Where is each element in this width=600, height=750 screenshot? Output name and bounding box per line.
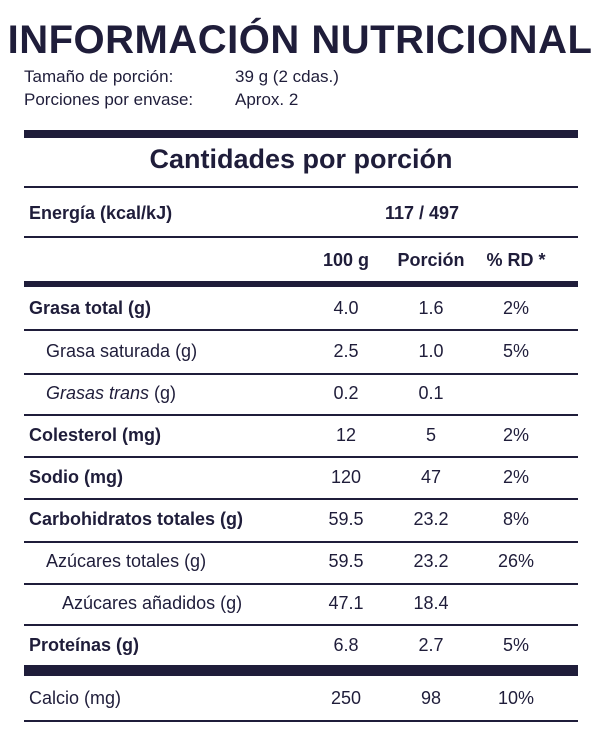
value-per-portion: 47	[420, 467, 442, 487]
nutrient-name: Grasa total (g)	[29, 298, 152, 318]
value-per-portion: 1.0	[418, 341, 444, 361]
table-row	[24, 583, 578, 623]
nutrient-name: Colesterol (mg)	[29, 425, 162, 445]
table-row	[24, 373, 578, 413]
table-row	[24, 457, 578, 497]
value-rd: 10%	[497, 688, 535, 708]
value-per-100g: 0.2	[333, 383, 359, 403]
serving-size-label: Tamaño de porción:	[24, 67, 174, 86]
value-rd: 5%	[502, 635, 529, 655]
nutrient-name: Proteínas (g)	[29, 635, 140, 655]
value-per-portion: 18.4	[413, 593, 449, 613]
value-per-portion: 98	[420, 688, 442, 708]
servings-per-container	[24, 90, 299, 110]
nutrient-name: Carbohidratos totales (g)	[29, 509, 244, 529]
divider	[24, 236, 578, 238]
nutrient-name	[46, 373, 176, 413]
nutrient-name: Azúcares totales (g)	[46, 551, 207, 571]
nutrient-name-unit: (g)	[149, 383, 177, 403]
value-per-100g: 4.0	[333, 298, 359, 318]
nutrient-name: Calcio (mg)	[29, 688, 122, 708]
nutrient-name-italic: Grasas trans	[46, 383, 150, 403]
thick-divider	[24, 665, 578, 676]
table-row	[24, 625, 578, 665]
value-rd: 26%	[497, 551, 535, 571]
nutrient-name: Azúcares añadidos (g)	[62, 593, 243, 613]
label-title: INFORMACIÓN NUTRICIONAL	[7, 18, 593, 62]
value-rd: 5%	[502, 341, 529, 361]
value-rd	[471, 583, 561, 623]
section-title: Cantidades por porción	[149, 144, 453, 174]
value-per-portion: 1.6	[418, 298, 444, 318]
serving-size-value: 39 g (2 cdas.)	[235, 67, 339, 86]
column-header-100g: 100 g	[322, 250, 370, 270]
value-per-100g: 12	[335, 425, 357, 445]
table-row	[24, 415, 578, 455]
divider	[24, 186, 578, 188]
servings-per-container-value: Aprox. 2	[235, 90, 299, 109]
table-row	[24, 288, 578, 328]
table-row	[24, 541, 578, 581]
value-per-portion: 23.2	[413, 509, 449, 529]
column-header-rd: % RD *	[486, 250, 546, 270]
value-per-100g: 250	[330, 688, 362, 708]
column-header-portion: Porción	[397, 250, 465, 270]
table-row	[24, 499, 578, 539]
table-row	[24, 678, 578, 718]
table-row	[24, 331, 578, 371]
value-rd: 2%	[502, 467, 529, 487]
value-per-portion: 23.2	[413, 551, 449, 571]
value-per-portion: 2.7	[418, 635, 444, 655]
energy-row	[24, 193, 578, 233]
nutrient-name: Sodio (mg)	[29, 467, 123, 487]
value-rd: 2%	[502, 298, 529, 318]
value-rd: 8%	[502, 509, 529, 529]
value-per-100g: 6.8	[333, 635, 359, 655]
value-per-100g: 59.5	[328, 509, 364, 529]
value-per-portion: 5	[425, 425, 436, 445]
value-per-100g: 59.5	[328, 551, 364, 571]
divider	[24, 720, 578, 722]
energy-value: 117 / 497	[384, 203, 460, 223]
value-per-100g: 120	[330, 467, 362, 487]
value-rd: 2%	[502, 425, 529, 445]
thick-divider	[24, 281, 578, 287]
nutrient-name: Grasa saturada (g)	[46, 341, 198, 361]
value-per-100g: 2.5	[333, 341, 359, 361]
value-rd	[471, 373, 561, 413]
thick-divider	[24, 130, 578, 138]
servings-per-container-label: Porciones por envase:	[24, 90, 194, 109]
value-per-100g: 47.1	[328, 593, 364, 613]
column-header-row	[24, 240, 578, 280]
serving-size	[24, 67, 339, 87]
value-per-portion: 0.1	[418, 383, 444, 403]
energy-label: Energía (kcal/kJ)	[29, 203, 173, 223]
